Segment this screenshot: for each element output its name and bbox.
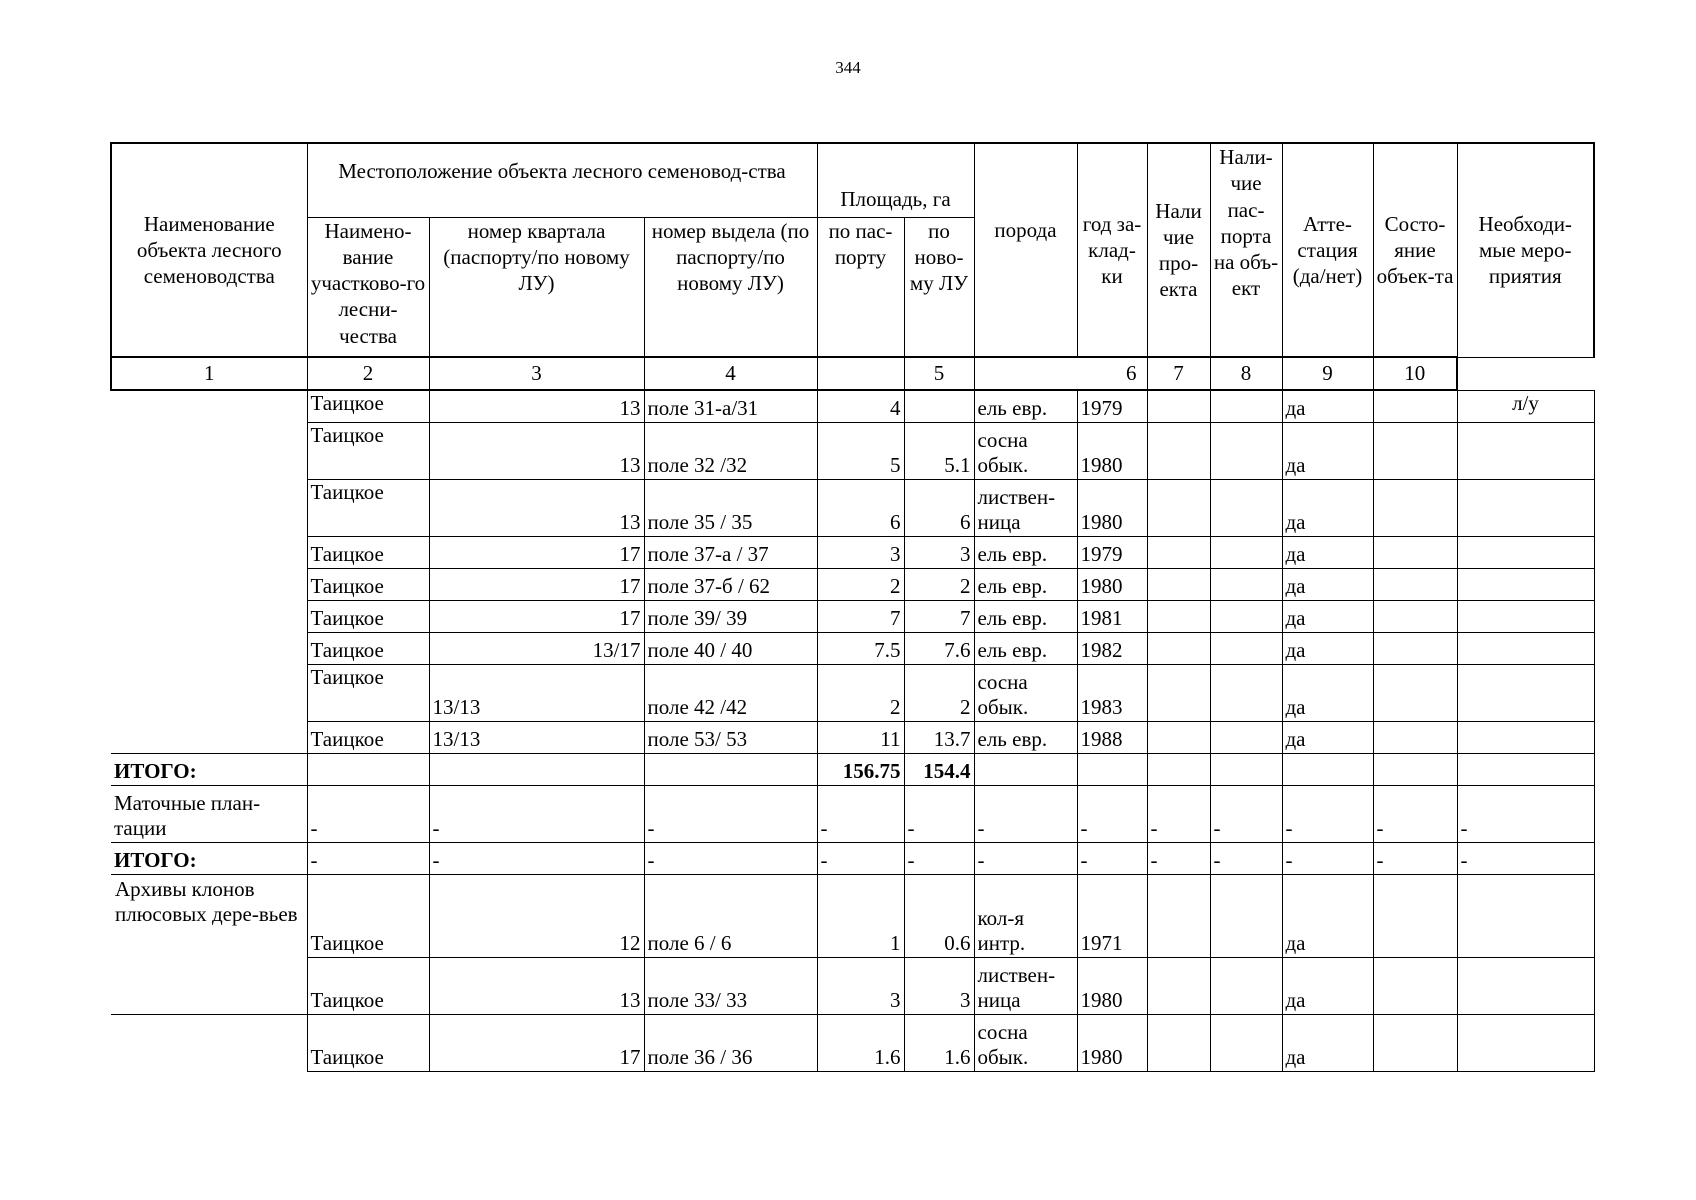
colnum: 4 [644,357,817,390]
state-cell [1373,664,1457,721]
allotment-cell: поле 37-б / 62 [644,568,817,600]
year-cell: 1980 [1077,1014,1147,1071]
page-number: 344 [835,58,861,77]
area-new-cell: 13.7 [904,721,974,753]
table-row [111,632,1594,664]
dash-cell: - [974,842,1077,874]
species-cell [974,422,1077,479]
area-new-cell: 6 [904,479,974,536]
colnum: 10 [1373,357,1457,390]
dash-cell: - [644,785,817,842]
measures-cell [1457,568,1594,600]
colnum: 2 [307,357,429,390]
year-cell: 1980 [1077,479,1147,536]
forestry-cell: Таицкое [307,664,429,721]
passport-cell [1210,568,1282,600]
area-passport-cell: 1.6 [817,1014,904,1071]
table-row [111,664,1594,721]
passport-cell [1210,536,1282,568]
dash-cell: - [1457,785,1594,842]
header-quarter: номер квартала (паспорту/по новому ЛУ) [429,217,644,357]
measures-cell [1457,536,1594,568]
attestation-cell: да [1282,536,1373,568]
project-cell [1147,664,1210,721]
forestry-cell: Таицкое [307,600,429,632]
quarter-cell: 17 [429,536,644,568]
measures-cell [1457,632,1594,664]
forestry-cell: Таицкое [307,479,429,536]
forestry-cell: Таицкое [307,536,429,568]
area-passport-cell: 7 [817,600,904,632]
project-cell [1147,536,1210,568]
area-new-cell: 2 [904,664,974,721]
header-project: Нали чие про-екта [1147,143,1210,357]
year-cell: 1982 [1077,632,1147,664]
object-name-cell [111,1014,307,1071]
species-cell: ель евр. [974,568,1077,600]
allotment-cell: поле 53/ 53 [644,721,817,753]
archives-label: Архивы клонов плюсовых дере-вьев [111,874,307,1014]
area-new-cell: 1.6 [904,1014,974,1071]
quarter-cell: 13/13 [429,664,644,721]
allotment-cell: поле 42 /42 [644,664,817,721]
quarter-cell: 17 [429,1014,644,1071]
mother-plantations-label: Маточные план-тации [111,785,307,842]
colnum: 1 [111,357,307,390]
state-cell [1373,479,1457,536]
quarter-cell: 13 [429,957,644,1014]
table-row [111,536,1594,568]
measures-cell [1457,600,1594,632]
species-line: кол-я [977,906,1024,931]
table-row [111,479,1594,536]
header-passport: Нали-чие пас-порта на объ-ект [1210,143,1282,357]
allotment-cell: поле 36 / 36 [644,1014,817,1071]
dash-cell: - [307,785,429,842]
header-location-group: Местоположение объекта лесного семеновод-ства [307,143,817,217]
species-line: сосна [977,1020,1028,1045]
dash-cell: - [1457,842,1594,874]
state-cell [1373,568,1457,600]
project-cell [1147,422,1210,479]
dash-cell: - [974,785,1077,842]
forestry-cell: Таицкое [307,721,429,753]
header-forestry: Наимено-вание участково-го лесни-чества [307,217,429,357]
species-cell: ель евр. [974,390,1077,422]
quarter-cell: 17 [429,568,644,600]
year-cell: 1980 [1077,957,1147,1014]
attestation-cell: да [1282,632,1373,664]
state-cell [1373,632,1457,664]
allotment-cell: поле 35 / 35 [644,479,817,536]
total-row [111,753,1594,785]
dash-cell: - [429,842,644,874]
passport-cell [1210,632,1282,664]
header-attestation: Атте-стация (да/нет) [1282,143,1373,357]
area-new-cell: 3 [904,536,974,568]
header-measures: Необходи-мые меро-приятия [1457,143,1594,357]
dash-cell: - [904,785,974,842]
colnum: 5 [904,357,974,390]
allotment-cell: поле 37-а / 37 [644,536,817,568]
header-area-passport: по пас-порту [817,217,904,357]
species-line: листвен- [977,963,1056,988]
species-cell: ель евр. [974,632,1077,664]
table-row [111,957,1594,1014]
area-passport-cell: 2 [817,568,904,600]
year-cell: 1988 [1077,721,1147,753]
header-allotment: номер выдела (по паспорту/по новому ЛУ) [644,217,817,357]
species-cell: ель евр. [974,536,1077,568]
allotment-cell: поле 33/ 33 [644,957,817,1014]
year-cell: 1981 [1077,600,1147,632]
header-area-group: Площадь, га [817,143,974,217]
table-row [111,1014,1594,1071]
species-line: обык. [977,453,1029,478]
passport-cell [1210,600,1282,632]
forestry-cell: Таицкое [307,632,429,664]
species-line: сосна [977,428,1028,453]
quarter-cell: 13/17 [429,632,644,664]
forestry-cell: Таицкое [307,957,429,1014]
dash-cell: - [1147,785,1210,842]
dash-cell: - [817,785,904,842]
total-label: ИТОГО: [111,753,307,785]
measures-cell [1457,664,1594,721]
column-numbers-row [111,357,1594,390]
header-object-name: Наименование объекта лесного семеноводства [111,143,307,357]
total-area-passport: 156.75 [817,753,904,785]
forestry-cell: Таицкое [307,390,429,422]
species-cell [974,957,1077,1014]
measures-cell [1457,422,1594,479]
total-label: ИТОГО: [111,842,307,874]
quarter-cell: 12 [429,874,644,957]
colnum [817,357,904,390]
allotment-cell: поле 32 /32 [644,422,817,479]
table-row [111,422,1594,479]
area-passport-cell: 7.5 [817,632,904,664]
dash-cell: - [1282,842,1373,874]
area-new-cell: 0.6 [904,874,974,957]
species-line: сосна [977,670,1028,695]
quarter-cell: 13 [429,422,644,479]
passport-cell [1210,390,1282,422]
species-cell: ель евр. [974,600,1077,632]
area-new-cell: 7 [904,600,974,632]
object-name-cell [111,390,307,753]
passport-cell [1210,479,1282,536]
area-passport-cell: 3 [817,536,904,568]
dash-cell: - [1077,785,1147,842]
dash-cell: - [644,842,817,874]
species-line: обык. [977,1045,1029,1070]
dash-cell: - [429,785,644,842]
species-line: ница [977,510,1021,535]
mother-plantations-row [111,785,1594,842]
dash-cell: - [904,842,974,874]
passport-cell [1210,664,1282,721]
table-row [111,568,1594,600]
colnum: 8 [1210,357,1282,390]
quarter-cell: 13/13 [429,721,644,753]
project-cell [1147,479,1210,536]
species-cell [974,874,1077,957]
dash-cell: - [1210,785,1282,842]
header-area-new: по ново-му ЛУ [904,217,974,357]
species-cell [974,664,1077,721]
area-new-cell: 7.6 [904,632,974,664]
colnum: 7 [1147,357,1210,390]
area-new-cell: 3 [904,957,974,1014]
measures-cell [1457,721,1594,753]
attestation-cell: да [1282,664,1373,721]
state-cell [1373,536,1457,568]
attestation-cell: да [1282,568,1373,600]
state-cell [1373,422,1457,479]
attestation-cell: да [1282,874,1373,957]
allotment-cell: поле 6 / 6 [644,874,817,957]
dash-cell: - [307,842,429,874]
area-passport-cell: 11 [817,721,904,753]
dash-cell: - [1373,785,1457,842]
allotment-cell: поле 40 / 40 [644,632,817,664]
area-passport-cell: 6 [817,479,904,536]
species-line: интр. [977,931,1026,956]
seed-objects-table [110,142,1595,1072]
state-cell [1373,600,1457,632]
area-passport-cell: 4 [817,390,904,422]
dash-cell: - [1282,785,1373,842]
area-new-cell: 5.1 [904,422,974,479]
year-cell: 1979 [1077,390,1147,422]
allotment-cell: поле 39/ 39 [644,600,817,632]
attestation-cell: да [1282,1014,1373,1071]
dash-cell: - [817,842,904,874]
attestation-cell: да [1282,721,1373,753]
project-cell [1147,568,1210,600]
table-row [111,390,1594,422]
forestry-cell: Таицкое [307,568,429,600]
dash-cell: - [1077,842,1147,874]
colnum: 9 [1282,357,1373,390]
forestry-cell: Таицкое [307,422,429,479]
attestation-cell: да [1282,390,1373,422]
project-cell [1147,721,1210,753]
measures-cell [1457,479,1594,536]
table-row [111,874,1594,957]
colnum: 3 [429,357,644,390]
area-new-cell [904,390,974,422]
total-row [111,842,1594,874]
year-cell: 1971 [1077,874,1147,957]
colnum: 6 [974,357,1147,390]
header-species: порода [974,143,1077,357]
measures-cell: л/у [1457,390,1594,422]
header-state: Состо-яние объек-та [1373,143,1457,357]
attestation-cell: да [1282,479,1373,536]
year-cell: 1980 [1077,568,1147,600]
project-cell [1147,600,1210,632]
allotment-cell: поле 31-а/31 [644,390,817,422]
table-row [111,600,1594,632]
attestation-cell: да [1282,957,1373,1014]
forestry-cell: Таицкое [307,1014,429,1071]
species-cell [974,1014,1077,1071]
project-cell [1147,632,1210,664]
quarter-cell: 13 [429,479,644,536]
year-cell: 1983 [1077,664,1147,721]
total-area-new: 154.4 [904,753,974,785]
passport-cell [1210,422,1282,479]
passport-cell [1210,721,1282,753]
project-cell [1147,390,1210,422]
species-cell [974,479,1077,536]
species-cell: ель евр. [974,721,1077,753]
dash-cell: - [1210,842,1282,874]
area-passport-cell: 2 [817,664,904,721]
year-cell: 1979 [1077,536,1147,568]
forestry-cell: Таицкое [307,874,429,957]
quarter-cell: 13 [429,390,644,422]
dash-cell: - [1147,842,1210,874]
state-cell [1373,390,1457,422]
attestation-cell: да [1282,422,1373,479]
area-passport-cell: 1 [817,874,904,957]
table-row [111,721,1594,753]
attestation-cell: да [1282,600,1373,632]
area-passport-cell: 3 [817,957,904,1014]
state-cell [1373,721,1457,753]
quarter-cell: 17 [429,600,644,632]
dash-cell: - [1373,842,1457,874]
year-cell: 1980 [1077,422,1147,479]
header-year: год за-клад-ки [1077,143,1147,357]
area-new-cell: 2 [904,568,974,600]
species-line: обык. [977,695,1029,720]
area-passport-cell: 5 [817,422,904,479]
species-line: листвен- [977,485,1056,510]
species-line: ница [977,988,1021,1013]
